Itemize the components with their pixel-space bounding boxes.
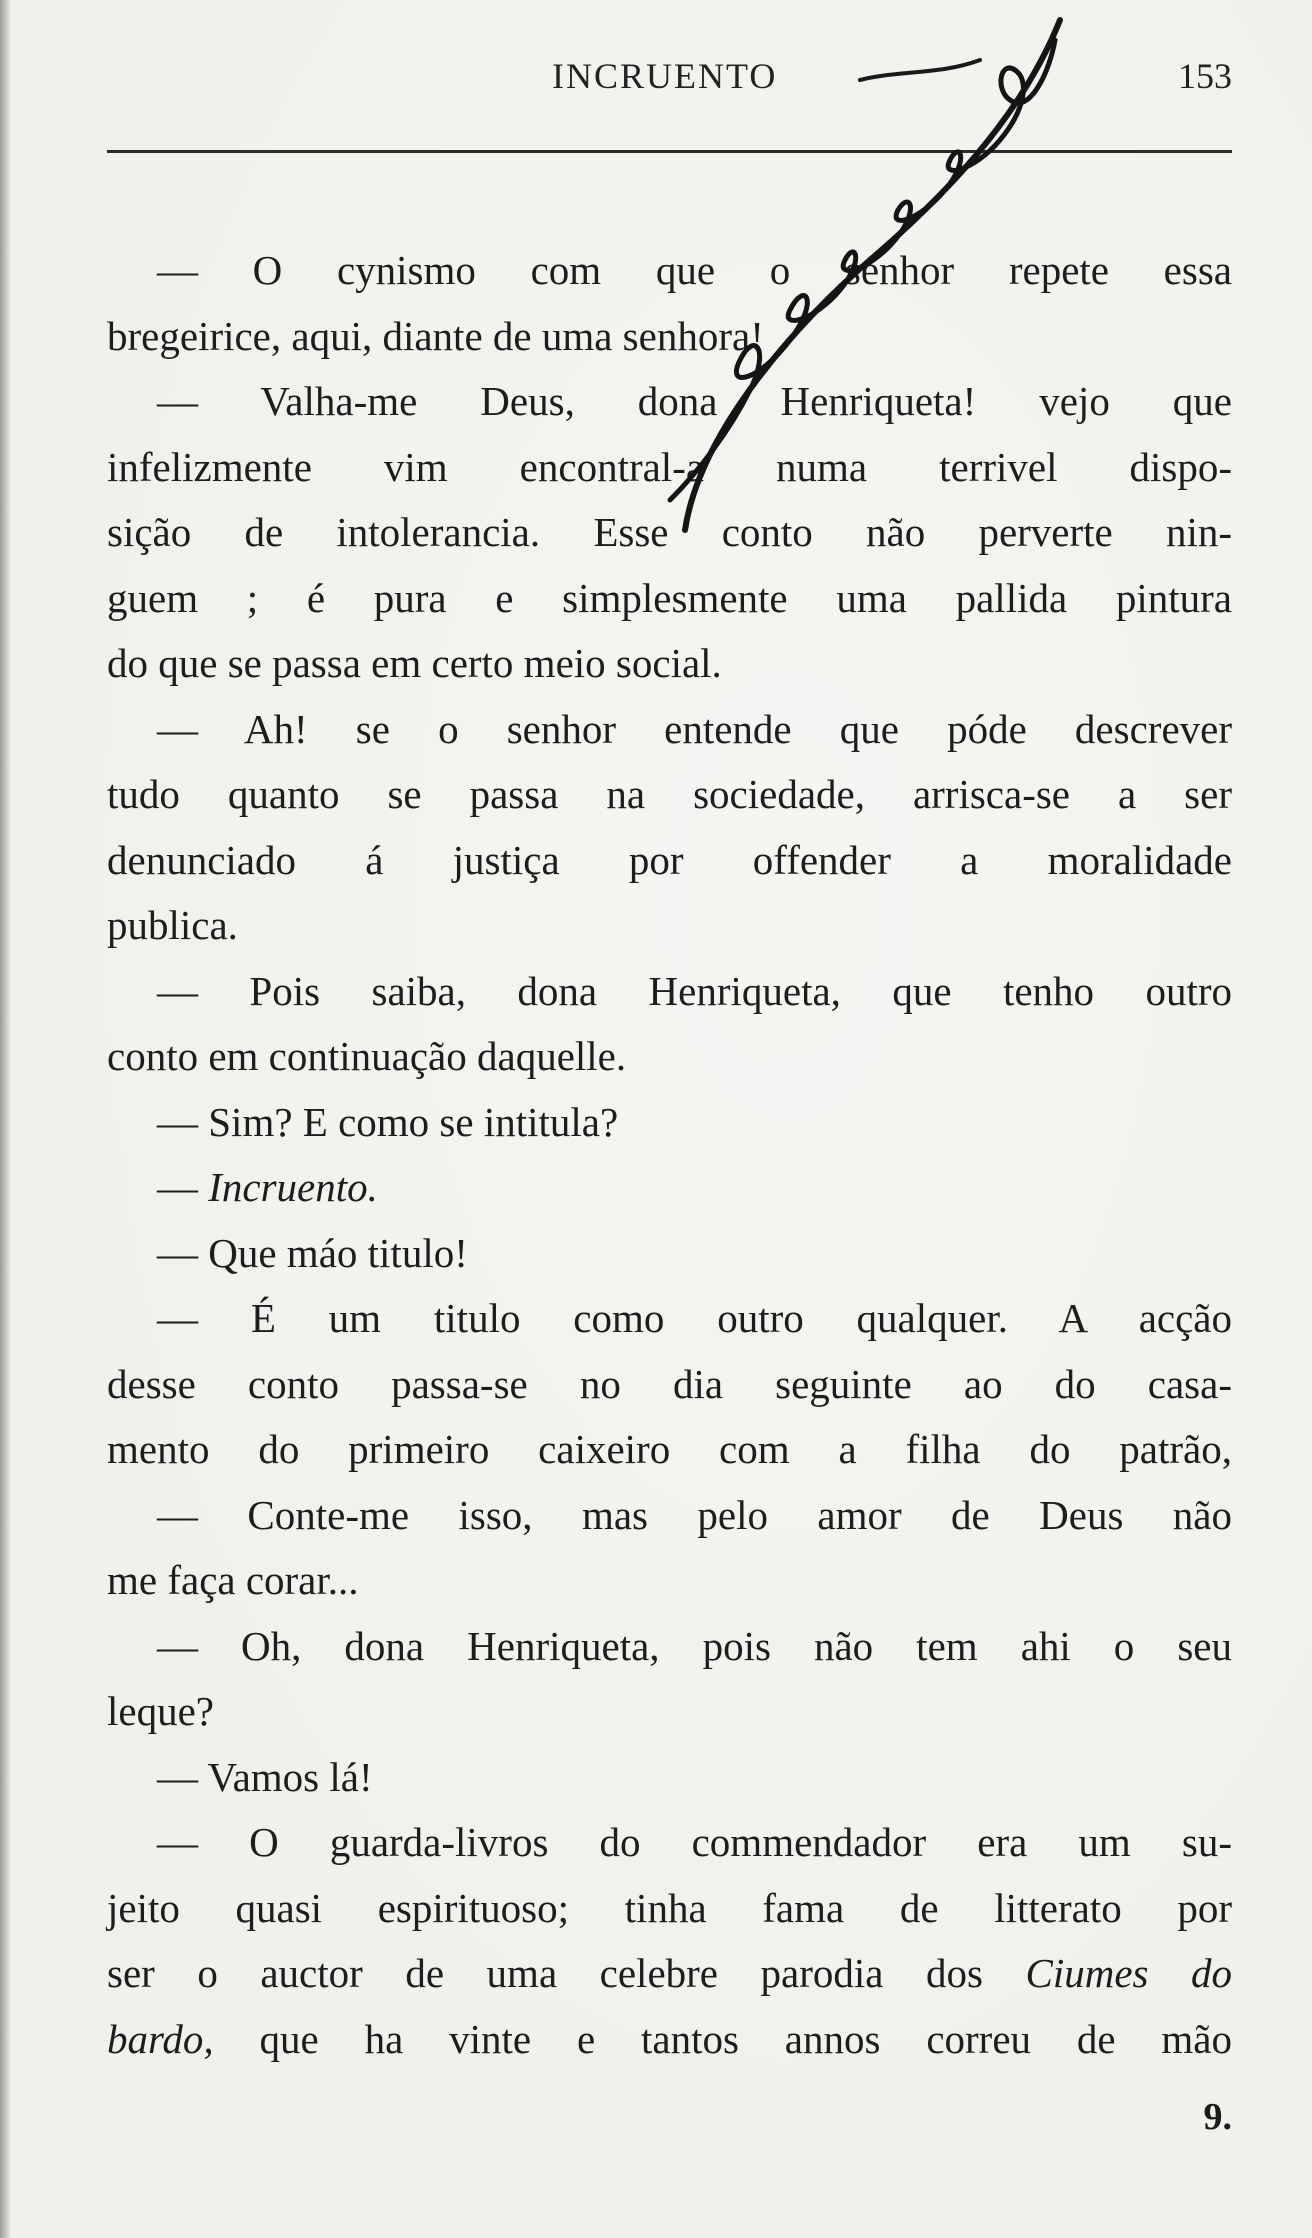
text-line: — Pois saiba, dona Henriqueta, que tenho outro [157,967,1232,1014]
printer-signature-mark: 9. [1203,2096,1232,2138]
page-edge-shadow [0,0,10,2238]
text-line: publica. [107,902,238,948]
text-line: — É um titulo como outro qualquer. A acção [157,1295,1232,1341]
text-line [107,1941,1232,2007]
text-line: infelizmente vim encontral-a numa terrivel dispo- [107,443,1232,490]
body-text [107,238,1232,2072]
text-line: — Sim? E como se intitula? [157,1098,619,1145]
page-number: 153 [1178,56,1232,96]
line-prefix: ser o auctor de uma celebre parodia dos [107,1950,983,1996]
text-line: denunciado á justiça por offender a moralidade [107,836,1232,883]
italic-work-title-cont: bardo, [107,2015,214,2062]
italic-work-title: Ciumes do [1025,1950,1233,1996]
text-line: — Vamos lá! [157,1753,373,1800]
text-line: do que se passa em certo meio social. [107,640,722,686]
page-header [107,55,1232,105]
text-line: — O guarda-livros do commendador era um su- [157,1819,1232,1865]
text-line: tudo quanto se passa na sociedade, arrisca-se a ser [107,771,1232,817]
text-line: mento do primeiro caixeiro com a filha do patrão, [107,1426,1232,1472]
header-rule [107,150,1232,153]
text-line: — Conte-me isso, mas pelo amor de Deus não [157,1491,1232,1538]
text-line: — Que máo titulo! [157,1229,468,1276]
text-line: sição de intolerancia. Esse conto não perverte nin- [107,509,1232,555]
text-line: — O cynismo com que o senhor repete essa [157,247,1232,293]
text-line: conto em continuação daquelle. [107,1033,627,1079]
text-line: — Valha-me Deus, dona Henriqueta! vejo que [157,378,1232,424]
text-line: jeito quasi espirituoso; tinha fama de litterato por [107,1884,1232,1931]
text-line: desse conto passa-se no dia seguinte ao do casa- [107,1360,1232,1407]
text-line: — Incruento. [157,1164,378,1210]
text-line: guem ; é pura e simplesmente uma pallida pintura [107,574,1232,621]
text-line: — Ah! se o senhor entende que póde descrever [157,705,1232,752]
text-line: me faça corar... [107,1557,359,1603]
text-line: — Oh, dona Henriqueta, pois não tem ahi o seu [157,1622,1232,1669]
text-line: leque? [107,1688,214,1734]
text-line [107,2007,1232,2073]
text-line: bregeirice, aqui, diante de uma senhora! [107,312,764,359]
line-rest: que ha vinte e tantos annos correu de mão [259,2015,1233,2062]
running-title: INCRUENTO [552,56,778,96]
italic-title: Incruento. [208,1164,378,1210]
